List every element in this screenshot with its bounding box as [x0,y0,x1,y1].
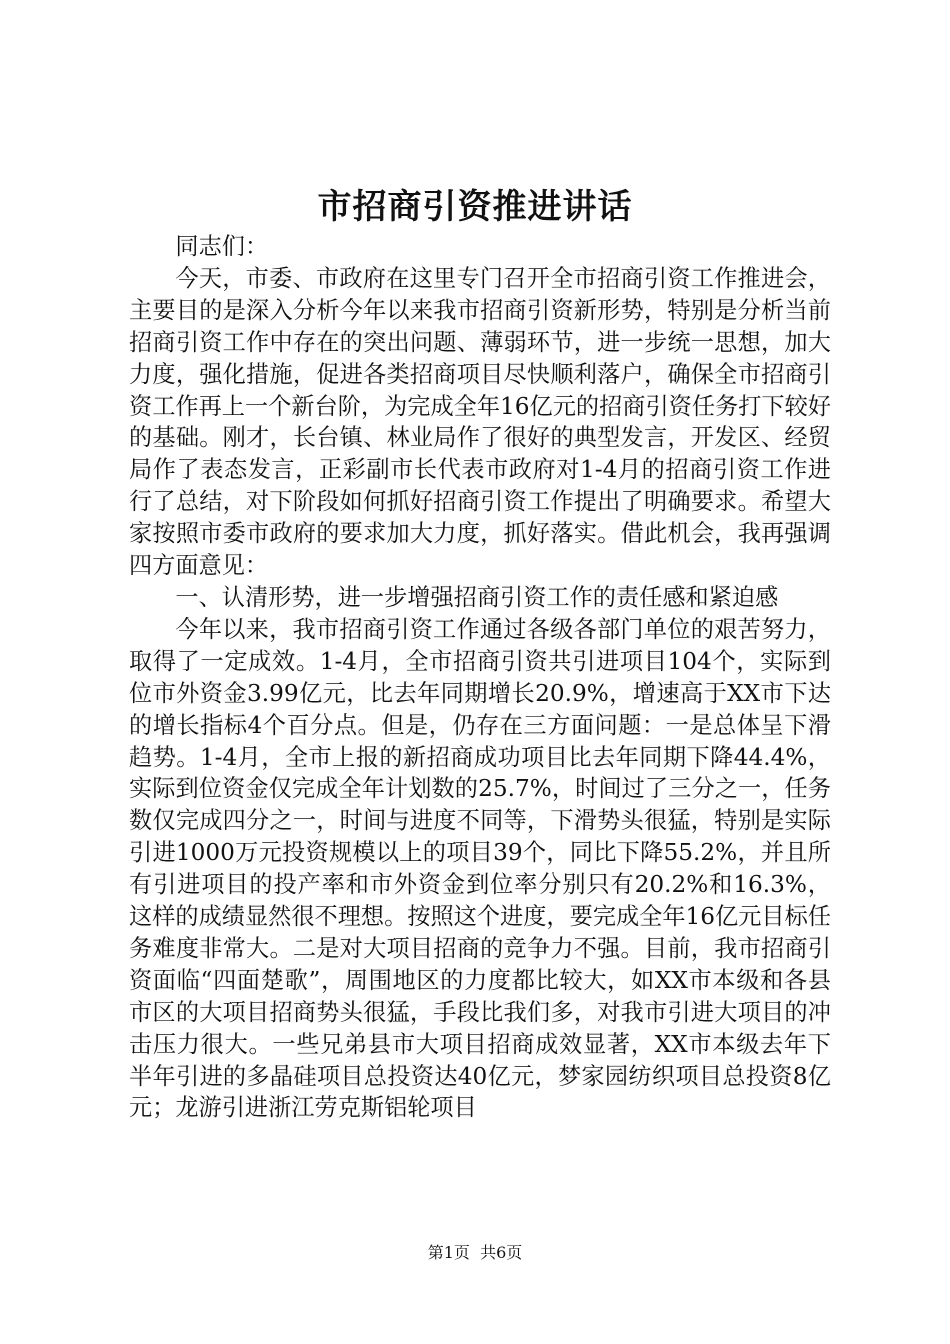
page-number-total: 共6页 [480,1243,523,1262]
section-heading-1: 一、认清形势，进一步增强招商引资工作的责任感和紧迫感 [175,583,779,611]
document-title: 市招商引资推进讲话 [317,187,633,227]
page-number-current: 第1页 [427,1243,470,1262]
footer-spacer [470,1243,480,1262]
situation-paragraph: 今年以来，我市招商引资工作通过各级各部门单位的艰苦努力，取得了一定成效。1-4月，全市招商引资共引进项目104个，实际到位市外资金3.99亿元，比去年同期增长20.9%，增速高于XX市下达的增长指标4个百分点。但是，仍存在三方面问题：一是总体呈下滑趋势。1-4月，全市上报的新招商成功项目比去年同期下降44.4%，实际到位资金仅完成全年计划数的25.7%，时间过了三分之一，任务数仅完成四分之一，时间与进度不同等，下滑势头很猛，特别是实际引进1000万元投资规模以上的项目39个，同比下降55.2%，并且所有引进项目的投产率和市外资金到位率分别只有20.2%和16.3%，这样的成绩显然很不理想。按照这个进度，要完成全年16亿元目标任务难度非常大。二是对大项目招商的竞争力不强。目前，我市招商引资面临“四面楚歌”，周围地区的力度都比较大，如XX市本级和各县市区的大项目招商势头很猛，手段比我们多，对我市引进大项目的冲击压力很大。一些兄弟县市大项目招商成效显著，XX市本级去年下半年引进的多晶硅项目总投资达40亿元，梦家园纺织项目总投资8亿元；龙游引进浙江劳克斯铝轮项目 [129,615,831,1122]
document-body [129,231,831,1124]
salutation-paragraph: 同志们： [175,233,269,260]
intro-paragraph: 今天，市委、市政府在这里专门召开全市招商引资工作推进会，主要目的是深入分析今年以来我市招商引资新形势，特别是分析当前招商引资工作中存在的突出问题、薄弱环节，进一步统一思想，加大力度，强化措施，促进各类招商项目尽快顺利落户，确保全市招商引资工作再上一个新台阶，为完成全年16亿元的招商引资任务打下较好的基础。刚才，长台镇、林业局作了很好的典型发言，开发区、经贸局作了表态发言，正彩副市长代表市政府对1-4月的招商引资工作进行了总结，对下阶段如何抓好招商引资工作提出了明确要求。希望大家按照市委市政府的要求加大力度，抓好落实。借此机会，我再强调四方面意见： [129,264,831,580]
page-footer [0,1242,950,1264]
